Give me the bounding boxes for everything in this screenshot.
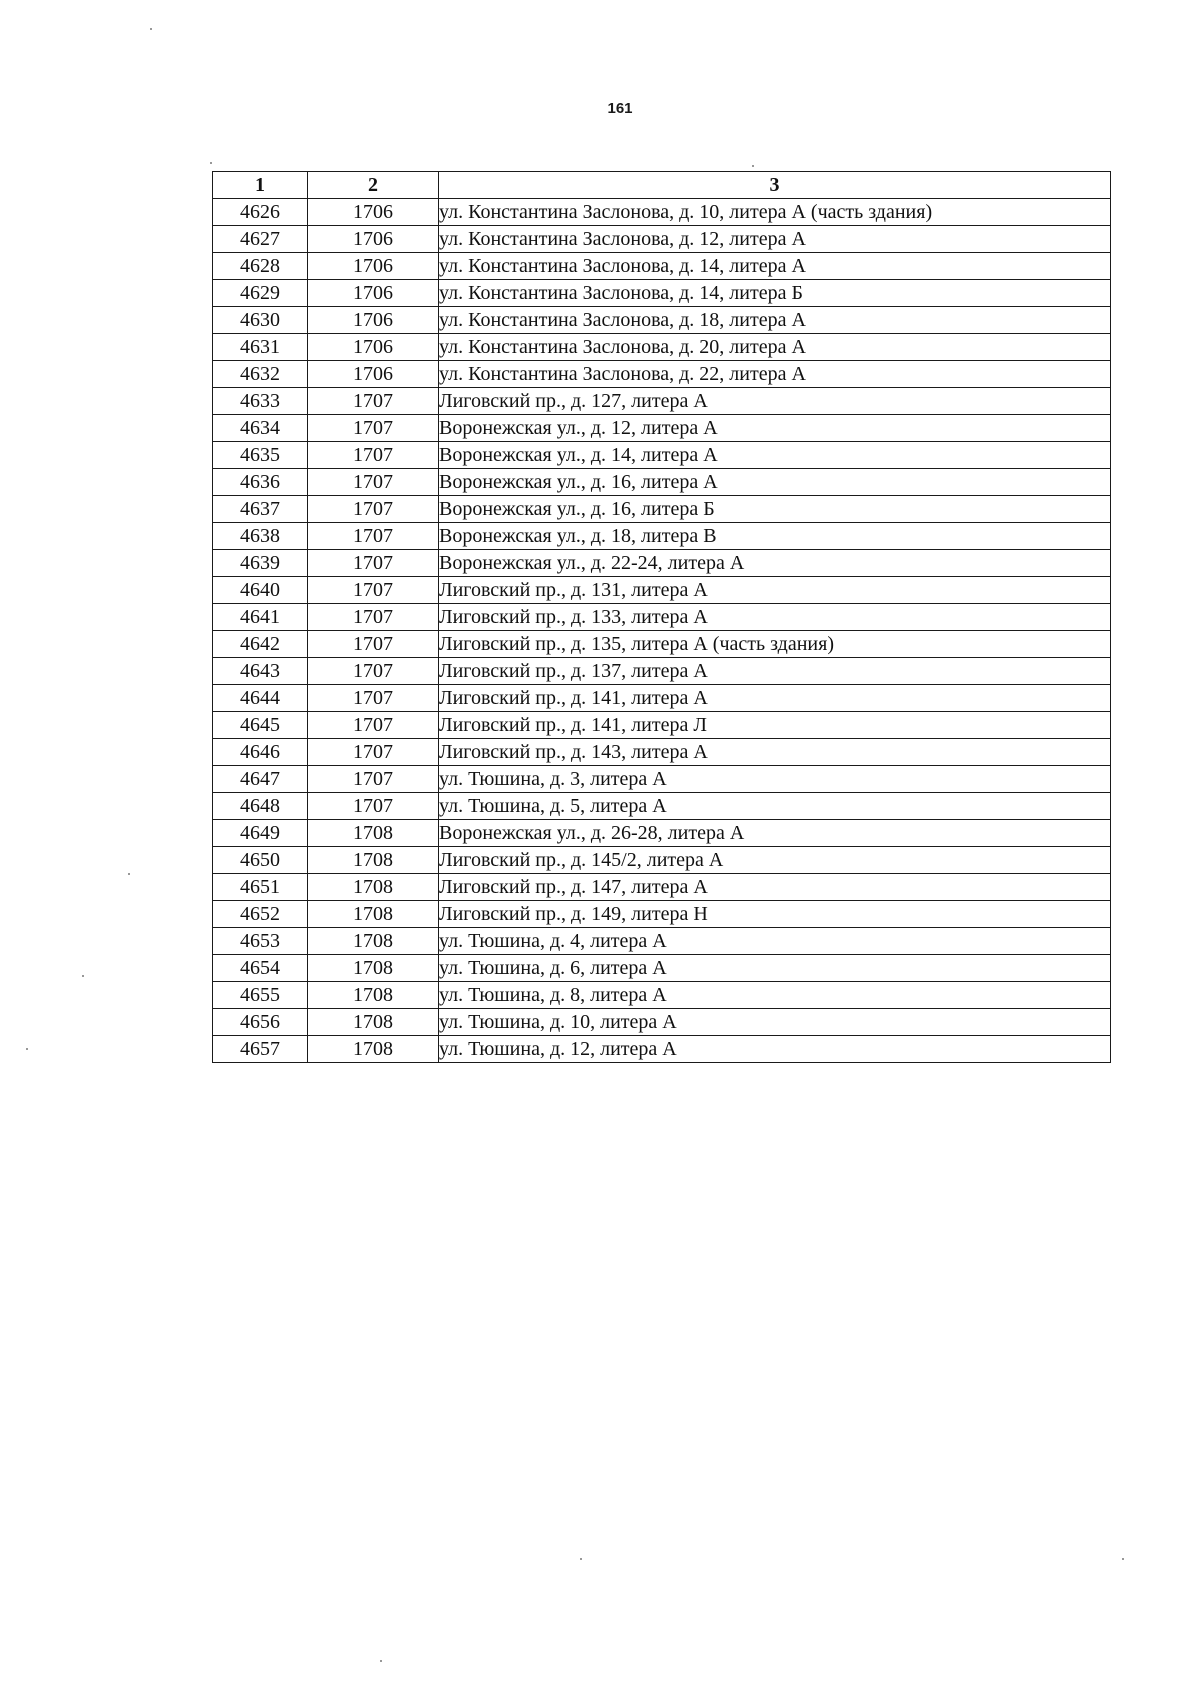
address-cell: ул. Константина Заслонова, д. 14, литера Б xyxy=(439,280,1111,307)
row-number-cell: 4654 xyxy=(213,955,308,982)
address-cell: Лиговский пр., д. 143, литера А xyxy=(439,739,1111,766)
address-cell: Воронежская ул., д. 26-28, литера А xyxy=(439,820,1111,847)
address-cell: ул. Тюшина, д. 10, литера А xyxy=(439,1009,1111,1036)
scan-speck xyxy=(580,1558,582,1560)
row-number-cell: 4640 xyxy=(213,577,308,604)
block-number-cell: 1707 xyxy=(308,577,439,604)
row-number-cell: 4652 xyxy=(213,901,308,928)
block-number-cell: 1707 xyxy=(308,469,439,496)
table-row xyxy=(213,199,1111,226)
address-cell: Лиговский пр., д. 149, литера Н xyxy=(439,901,1111,928)
block-number-cell: 1707 xyxy=(308,712,439,739)
block-number-cell: 1707 xyxy=(308,604,439,631)
block-number-cell: 1707 xyxy=(308,523,439,550)
row-number-cell: 4634 xyxy=(213,415,308,442)
block-number-cell: 1707 xyxy=(308,685,439,712)
block-number-cell: 1707 xyxy=(308,766,439,793)
address-cell: Воронежская ул., д. 22-24, литера А xyxy=(439,550,1111,577)
block-number-cell: 1706 xyxy=(308,199,439,226)
row-number-cell: 4626 xyxy=(213,199,308,226)
row-number-cell: 4629 xyxy=(213,280,308,307)
column-header-2: 2 xyxy=(308,172,439,199)
block-number-cell: 1706 xyxy=(308,226,439,253)
address-cell: ул. Тюшина, д. 5, литера А xyxy=(439,793,1111,820)
address-cell: Воронежская ул., д. 12, литера А xyxy=(439,415,1111,442)
table-row xyxy=(213,739,1111,766)
table-body xyxy=(213,199,1111,1063)
address-cell: ул. Тюшина, д. 12, литера А xyxy=(439,1036,1111,1063)
row-number-cell: 4653 xyxy=(213,928,308,955)
scan-speck xyxy=(150,28,152,30)
row-number-cell: 4657 xyxy=(213,1036,308,1063)
table-row xyxy=(213,631,1111,658)
scan-speck xyxy=(380,1660,382,1662)
address-cell: ул. Константина Заслонова, д. 12, литера А xyxy=(439,226,1111,253)
table-row xyxy=(213,820,1111,847)
row-number-cell: 4646 xyxy=(213,739,308,766)
address-cell: ул. Тюшина, д. 6, литера А xyxy=(439,955,1111,982)
row-number-cell: 4645 xyxy=(213,712,308,739)
row-number-cell: 4644 xyxy=(213,685,308,712)
address-cell: Лиговский пр., д. 135, литера А (часть здания) xyxy=(439,631,1111,658)
block-number-cell: 1706 xyxy=(308,307,439,334)
table-row xyxy=(213,874,1111,901)
column-header-3: 3 xyxy=(439,172,1111,199)
address-cell: ул. Тюшина, д. 3, литера А xyxy=(439,766,1111,793)
table-row xyxy=(213,388,1111,415)
scan-speck xyxy=(128,873,130,875)
registry-table xyxy=(212,171,1111,1063)
address-cell: Лиговский пр., д. 131, литера А xyxy=(439,577,1111,604)
block-number-cell: 1708 xyxy=(308,1036,439,1063)
block-number-cell: 1708 xyxy=(308,1009,439,1036)
address-cell: Лиговский пр., д. 133, литера А xyxy=(439,604,1111,631)
block-number-cell: 1706 xyxy=(308,253,439,280)
row-number-cell: 4643 xyxy=(213,658,308,685)
address-cell: Воронежская ул., д. 18, литера В xyxy=(439,523,1111,550)
scan-speck xyxy=(210,162,212,164)
address-cell: ул. Константина Заслонова, д. 22, литера А xyxy=(439,361,1111,388)
address-cell: Лиговский пр., д. 141, литера А xyxy=(439,685,1111,712)
block-number-cell: 1708 xyxy=(308,847,439,874)
table-row xyxy=(213,280,1111,307)
table-row xyxy=(213,604,1111,631)
row-number-cell: 4638 xyxy=(213,523,308,550)
row-number-cell: 4633 xyxy=(213,388,308,415)
row-number-cell: 4648 xyxy=(213,793,308,820)
scan-speck xyxy=(82,975,84,977)
row-number-cell: 4635 xyxy=(213,442,308,469)
table-row xyxy=(213,766,1111,793)
row-number-cell: 4636 xyxy=(213,469,308,496)
row-number-cell: 4642 xyxy=(213,631,308,658)
table-row xyxy=(213,928,1111,955)
table-row xyxy=(213,793,1111,820)
table-row xyxy=(213,523,1111,550)
table-row xyxy=(213,712,1111,739)
table-row xyxy=(213,1036,1111,1063)
row-number-cell: 4628 xyxy=(213,253,308,280)
table-row xyxy=(213,658,1111,685)
block-number-cell: 1707 xyxy=(308,793,439,820)
block-number-cell: 1708 xyxy=(308,928,439,955)
table-row xyxy=(213,496,1111,523)
row-number-cell: 4627 xyxy=(213,226,308,253)
table-row xyxy=(213,1009,1111,1036)
address-cell: ул. Константина Заслонова, д. 20, литера А xyxy=(439,334,1111,361)
scan-speck xyxy=(752,165,754,167)
block-number-cell: 1708 xyxy=(308,901,439,928)
address-cell: Лиговский пр., д. 141, литера Л xyxy=(439,712,1111,739)
table-row xyxy=(213,982,1111,1009)
row-number-cell: 4655 xyxy=(213,982,308,1009)
table-row xyxy=(213,442,1111,469)
row-number-cell: 4637 xyxy=(213,496,308,523)
row-number-cell: 4649 xyxy=(213,820,308,847)
block-number-cell: 1708 xyxy=(308,982,439,1009)
table-row xyxy=(213,253,1111,280)
block-number-cell: 1707 xyxy=(308,550,439,577)
row-number-cell: 4651 xyxy=(213,874,308,901)
address-cell: ул. Константина Заслонова, д. 14, литера А xyxy=(439,253,1111,280)
block-number-cell: 1707 xyxy=(308,658,439,685)
block-number-cell: 1708 xyxy=(308,955,439,982)
table-row xyxy=(213,550,1111,577)
address-cell: ул. Тюшина, д. 4, литера А xyxy=(439,928,1111,955)
row-number-cell: 4641 xyxy=(213,604,308,631)
address-cell: ул. Константина Заслонова, д. 18, литера А xyxy=(439,307,1111,334)
block-number-cell: 1707 xyxy=(308,739,439,766)
address-cell: Лиговский пр., д. 145/2, литера А xyxy=(439,847,1111,874)
address-cell: Воронежская ул., д. 16, литера А xyxy=(439,469,1111,496)
address-cell: Лиговский пр., д. 137, литера А xyxy=(439,658,1111,685)
table-row xyxy=(213,685,1111,712)
block-number-cell: 1707 xyxy=(308,496,439,523)
row-number-cell: 4632 xyxy=(213,361,308,388)
block-number-cell: 1706 xyxy=(308,280,439,307)
block-number-cell: 1706 xyxy=(308,361,439,388)
table-row xyxy=(213,955,1111,982)
table-row xyxy=(213,577,1111,604)
row-number-cell: 4630 xyxy=(213,307,308,334)
address-cell: Лиговский пр., д. 147, литера А xyxy=(439,874,1111,901)
column-header-1: 1 xyxy=(213,172,308,199)
table-row xyxy=(213,847,1111,874)
block-number-cell: 1707 xyxy=(308,415,439,442)
address-cell: Воронежская ул., д. 16, литера Б xyxy=(439,496,1111,523)
table-row xyxy=(213,226,1111,253)
scan-speck xyxy=(1122,1558,1124,1560)
table-row xyxy=(213,334,1111,361)
row-number-cell: 4647 xyxy=(213,766,308,793)
page-number: 161 xyxy=(607,100,633,117)
table-row xyxy=(213,901,1111,928)
row-number-cell: 4650 xyxy=(213,847,308,874)
table-row xyxy=(213,307,1111,334)
block-number-cell: 1708 xyxy=(308,820,439,847)
block-number-cell: 1707 xyxy=(308,631,439,658)
table-row xyxy=(213,415,1111,442)
row-number-cell: 4639 xyxy=(213,550,308,577)
address-cell: ул. Константина Заслонова, д. 10, литера А (часть здания) xyxy=(439,199,1111,226)
block-number-cell: 1707 xyxy=(308,388,439,415)
address-cell: ул. Тюшина, д. 8, литера А xyxy=(439,982,1111,1009)
block-number-cell: 1706 xyxy=(308,334,439,361)
table-row xyxy=(213,469,1111,496)
address-cell: Лиговский пр., д. 127, литера А xyxy=(439,388,1111,415)
address-cell: Воронежская ул., д. 14, литера А xyxy=(439,442,1111,469)
scan-speck xyxy=(26,1048,28,1050)
table-row xyxy=(213,361,1111,388)
block-number-cell: 1708 xyxy=(308,874,439,901)
row-number-cell: 4656 xyxy=(213,1009,308,1036)
header-row xyxy=(213,172,1111,199)
row-number-cell: 4631 xyxy=(213,334,308,361)
block-number-cell: 1707 xyxy=(308,442,439,469)
